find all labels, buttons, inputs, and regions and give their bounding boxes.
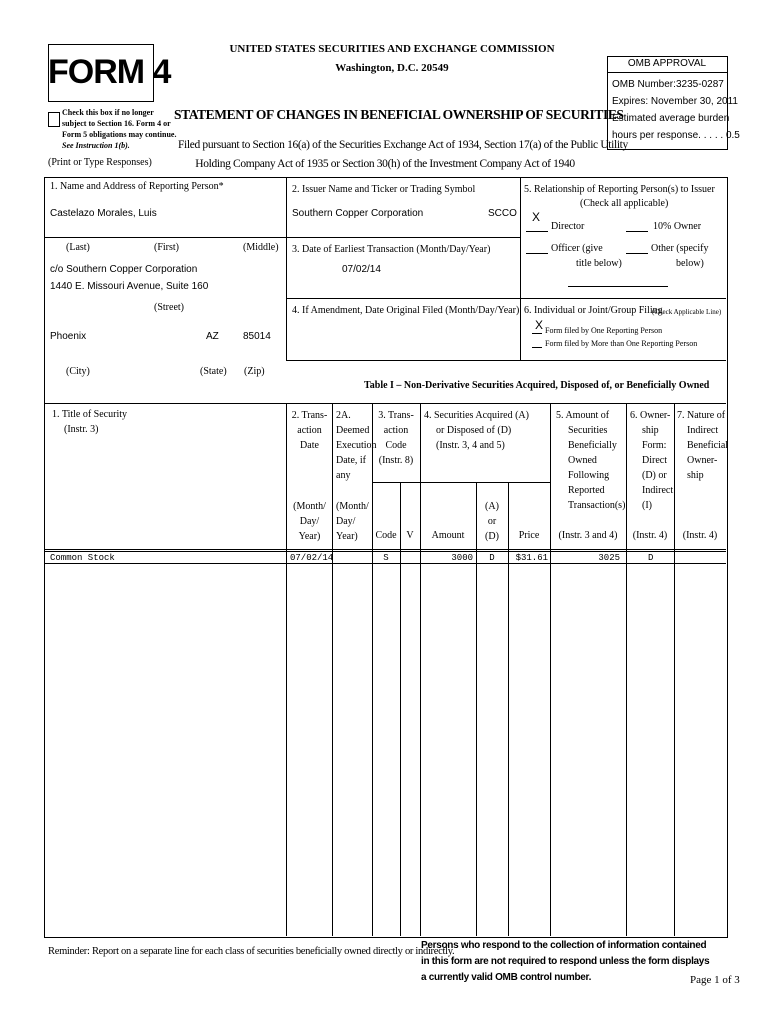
city-value[interactable]: Phoenix	[50, 331, 87, 342]
col-nature-ownership: 7. Nature of Indirect Beneficial Owner- ship	[677, 410, 729, 481]
ten-percent-owner-line[interactable]	[626, 231, 648, 232]
omb-number-value: 3235-0287	[676, 79, 724, 90]
filed-pursuant-line2: Holding Company Act of 1935 or Section 30(h) of the Investment Company Act of 1940	[195, 158, 575, 170]
address-line1[interactable]: c/o Southern Copper Corporation	[50, 264, 198, 275]
row-price[interactable]: $31.61	[515, 553, 548, 563]
omb-burden-line2: hours per response. . . . . 0.5	[612, 130, 740, 141]
officer-line[interactable]	[526, 253, 548, 254]
agency-name: UNITED STATES SECURITIES AND EXCHANGE COMMISSION	[229, 43, 555, 55]
no-longer-subject-checkbox[interactable]	[48, 112, 60, 127]
print-note: (Print or Type Responses)	[48, 157, 152, 168]
col-transaction-date: 2. Trans- action Date	[291, 410, 328, 451]
officer-label: Officer (give	[551, 243, 603, 254]
col-v-label: V	[406, 530, 414, 541]
row-amount-owned[interactable]: 3025	[598, 553, 620, 563]
col-amount-owned-instr: (Instr. 3 and 4)	[558, 530, 618, 541]
reporting-person-name[interactable]: Castelazo Morales, Luis	[50, 208, 157, 219]
amendment-label: 4. If Amendment, Date Original Filed (Month/Day/Year)	[292, 305, 520, 316]
issuer-label: 2. Issuer Name and Ticker or Trading Symbol	[292, 184, 476, 195]
more-person-label: Form filed by More than One Reporting Person	[545, 339, 698, 348]
street-label: (Street)	[154, 302, 184, 313]
earliest-transaction-label: 3. Date of Earliest Transaction (Month/Day/Year)	[292, 244, 491, 255]
col-title-security: 1. Title of Security	[52, 409, 128, 420]
col-ownership-form-instr: (Instr. 4)	[632, 530, 668, 541]
col-securities-acquired: 4. Securities Acquired (A) or Disposed of (D) (Instr. 3, 4 and 5)	[424, 410, 529, 451]
checkbox-line4: See Instruction 1(b).	[62, 141, 130, 150]
omb-title: OMB APPROVAL	[627, 58, 707, 69]
issuer-ticker[interactable]: SCCO	[488, 208, 517, 219]
filing-label-note: (Check Applicable Line)	[652, 308, 722, 316]
first-name-label: (First)	[154, 242, 179, 253]
statement-title: STATEMENT OF CHANGES IN BENEFICIAL OWNERSHIP OF SECURITIES	[174, 107, 624, 122]
col-deemed-date: 2A. Deemed Execution Date, if any	[336, 410, 377, 481]
col-transaction-date-units: (Month/ Day/ Year)	[293, 501, 326, 542]
form-title: FORM 4	[48, 53, 171, 91]
other-line[interactable]	[626, 253, 648, 254]
reminder-text: Reminder: Report on a separate line for each class of securities beneficially owned directly or indirectly.	[48, 946, 455, 957]
col-transaction-code: 3. Trans- action Code (Instr. 8)	[378, 410, 414, 466]
persons-line1: Persons who respond to the collection of information contained	[421, 940, 707, 951]
state-value[interactable]: AZ	[206, 331, 219, 342]
checkbox-line3: Form 5 obligations may continue.	[62, 130, 177, 139]
col-nature-ownership-instr: (Instr. 4)	[682, 530, 718, 541]
agency-location: Washington, D.C. 20549	[335, 62, 449, 74]
row-amount[interactable]: 3000	[451, 553, 473, 563]
col-title-security-instr: (Instr. 3)	[64, 424, 99, 435]
other-label-2: below)	[676, 258, 704, 269]
col-amount-owned: 5. Amount of Securities Beneficially Owned Following Reported Transaction(s)	[556, 410, 626, 511]
last-name-label: (Last)	[66, 242, 90, 253]
checkbox-line1: Check this box if no longer	[62, 108, 154, 117]
persons-line3: a currently valid OMB control number.	[421, 972, 592, 983]
omb-burden-line1: Estimated average burden	[612, 113, 730, 124]
persons-line2: in this form are not required to respond unless the form displays	[421, 956, 710, 967]
officer-title-line[interactable]	[568, 286, 668, 287]
director-label: Director	[551, 221, 585, 232]
one-person-label: Form filed by One Reporting Person	[545, 326, 663, 335]
officer-label-2: title below)	[576, 258, 622, 269]
omb-number-label: OMB Number:	[612, 79, 676, 90]
omb-expires: Expires: November 30, 2011	[612, 96, 738, 107]
page-number: Page 1 of 3	[690, 974, 740, 986]
col-code-label: Code	[375, 530, 397, 541]
relationship-sublabel: (Check all applicable)	[580, 198, 669, 209]
issuer-name[interactable]: Southern Copper Corporation	[292, 208, 424, 219]
row-acquired-disposed[interactable]: D	[489, 553, 495, 563]
other-label: Other (specify	[651, 243, 709, 254]
ten-percent-owner-label: 10% Owner	[653, 221, 702, 232]
row-code[interactable]: S	[383, 553, 389, 563]
middle-name-label: (Middle)	[243, 242, 279, 253]
earliest-transaction-date[interactable]: 07/02/14	[342, 264, 381, 275]
table1-title: Table I – Non-Derivative Securities Acquired, Disposed of, or Beneficially Owned	[364, 380, 710, 391]
checkbox-line2: subject to Section 16. Form 4 or	[62, 119, 171, 128]
city-label: (City)	[66, 366, 90, 377]
col-price-label: Price	[518, 530, 540, 541]
relationship-label: 5. Relationship of Reporting Person(s) to Issuer	[524, 184, 715, 195]
col-acquired-disposed: (A) or (D)	[485, 501, 499, 542]
row-transaction-date[interactable]: 07/02/14	[290, 553, 334, 563]
row-ownership-form[interactable]: D	[648, 553, 654, 563]
col-deemed-date-units: (Month/ Day/ Year)	[336, 501, 369, 542]
state-label: (State)	[200, 366, 227, 377]
address-line2[interactable]: 1440 E. Missouri Avenue, Suite 160	[50, 281, 209, 292]
row-security-title[interactable]: Common Stock	[50, 553, 115, 563]
director-mark[interactable]: X	[532, 210, 541, 224]
zip-value[interactable]: 85014	[243, 331, 271, 342]
one-person-mark[interactable]: X	[535, 318, 544, 332]
filed-pursuant-line1: Filed pursuant to Section 16(a) of the Securities Exchange Act of 1934, Section 17(a) of the Public Utility	[178, 139, 628, 151]
col-ownership-form: 6. Owner- ship Form: Direct (D) or Indirect (I)	[630, 410, 674, 511]
more-person-line[interactable]	[532, 347, 542, 348]
zip-label: (Zip)	[244, 366, 265, 377]
one-person-line[interactable]	[532, 333, 542, 334]
director-line[interactable]	[526, 231, 548, 232]
reporting-person-label: 1. Name and Address of Reporting Person*	[50, 181, 224, 192]
col-amount-label: Amount	[431, 530, 465, 541]
filing-label: 6. Individual or Joint/Group Filing	[524, 305, 663, 316]
